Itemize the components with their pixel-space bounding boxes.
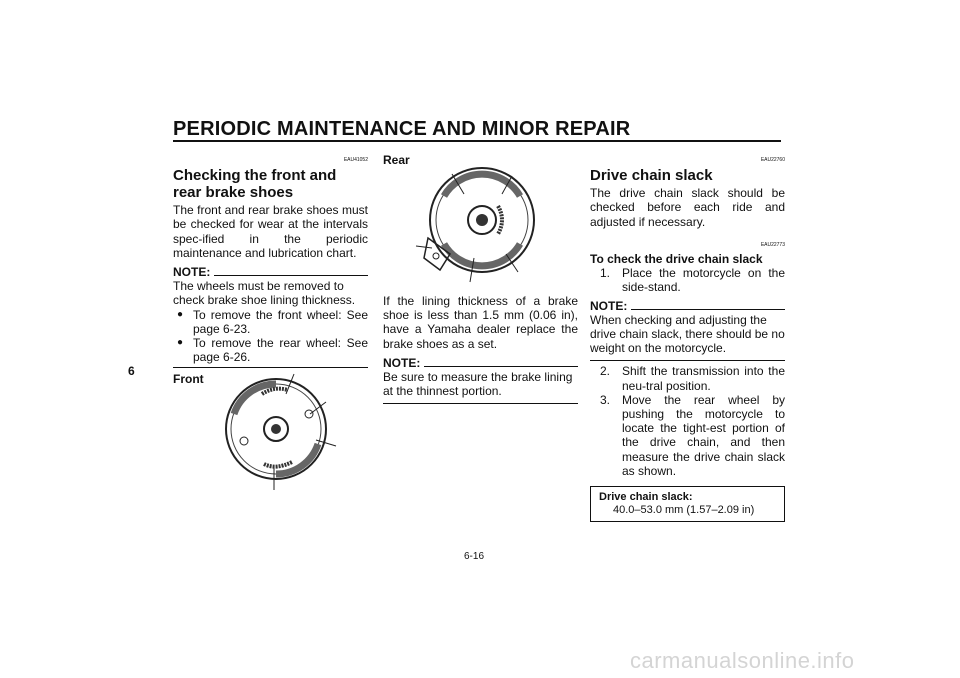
section-code: EAU41052 — [343, 157, 368, 163]
spec-label: Drive chain slack: — [599, 491, 693, 504]
note-text: Be sure to measure the brake lining at the thinnest portion. — [383, 370, 573, 399]
note-header — [173, 265, 368, 279]
page-title: PERIODIC MAINTENANCE AND MINOR REPAIR — [173, 118, 631, 140]
title-rule — [173, 140, 781, 142]
subheading: To check the drive chain slack — [590, 252, 763, 267]
list-item: 1. Place the motorcycle on the side-stand. — [600, 266, 785, 295]
list-item: 3. Move the rear wheel by pushing the motorcycle to locate the tight-est portion of the drive chain, and then measure the drive chain slack as shown. — [600, 392, 785, 478]
bullet-icon: ● — [177, 337, 184, 349]
section-body: The front and rear brake shoes must be checked for wear at the intervals spec-ified in the periodic maintenance and lubrication chart. — [173, 203, 368, 260]
note-text: The wheels must be removed to check brake shoe lining thickness. — [173, 279, 356, 308]
section-code: EAU22773 — [760, 241, 785, 248]
note-label: NOTE: — [590, 298, 628, 313]
column-rear-brake-text — [383, 294, 578, 404]
list-item: ● To remove the rear wheel: See page 6-26. — [173, 336, 368, 364]
note-rule — [631, 309, 785, 310]
spec-box — [590, 486, 785, 522]
bullet-icon: ● — [177, 308, 184, 320]
rear-brake-shoe-figure — [410, 158, 550, 284]
front-brake-shoe-figure — [214, 366, 340, 492]
spec-value: 40.0–53.0 mm (1.57–2.09 in) — [613, 504, 755, 517]
note-text: When checking and adjusting the drive chain slack, there should be no weight on the motorcycle. — [590, 312, 785, 356]
rear-body: If the lining thickness of a brake shoe is less than 1.5 mm (0.06 in), have a Yamaha dealer replace the brake shoes as a set. — [383, 294, 578, 351]
list-item: 2. Shift the transmission into the neu-tral position. — [600, 364, 785, 393]
note-label: NOTE: — [383, 355, 421, 370]
section-heading: Drive chain slack — [590, 167, 713, 185]
note-end-rule — [383, 403, 578, 404]
note-header — [383, 356, 578, 370]
section-heading: Checking the front and rear brake shoes — [173, 167, 337, 202]
note-rule — [424, 366, 578, 367]
section-body: The drive chain slack should be checked before each ride and adjusted if necessary. — [590, 186, 785, 229]
watermark: carmanualsonline.info — [630, 648, 855, 673]
column-drive-chain — [590, 153, 785, 522]
note-end-rule — [590, 360, 785, 361]
front-label: Front — [173, 372, 204, 387]
page-number: 6-16 — [464, 551, 485, 562]
note-label: NOTE: — [173, 265, 211, 280]
note-rule — [214, 275, 368, 276]
column-brake-shoes — [173, 153, 368, 387]
section-code: EAU22760 — [760, 157, 785, 163]
note-header — [590, 299, 785, 313]
chapter-tab: 6 — [128, 364, 135, 378]
list-item: ● To remove the front wheel: See page 6-23. — [173, 308, 368, 336]
rear-label: Rear — [383, 153, 410, 167]
